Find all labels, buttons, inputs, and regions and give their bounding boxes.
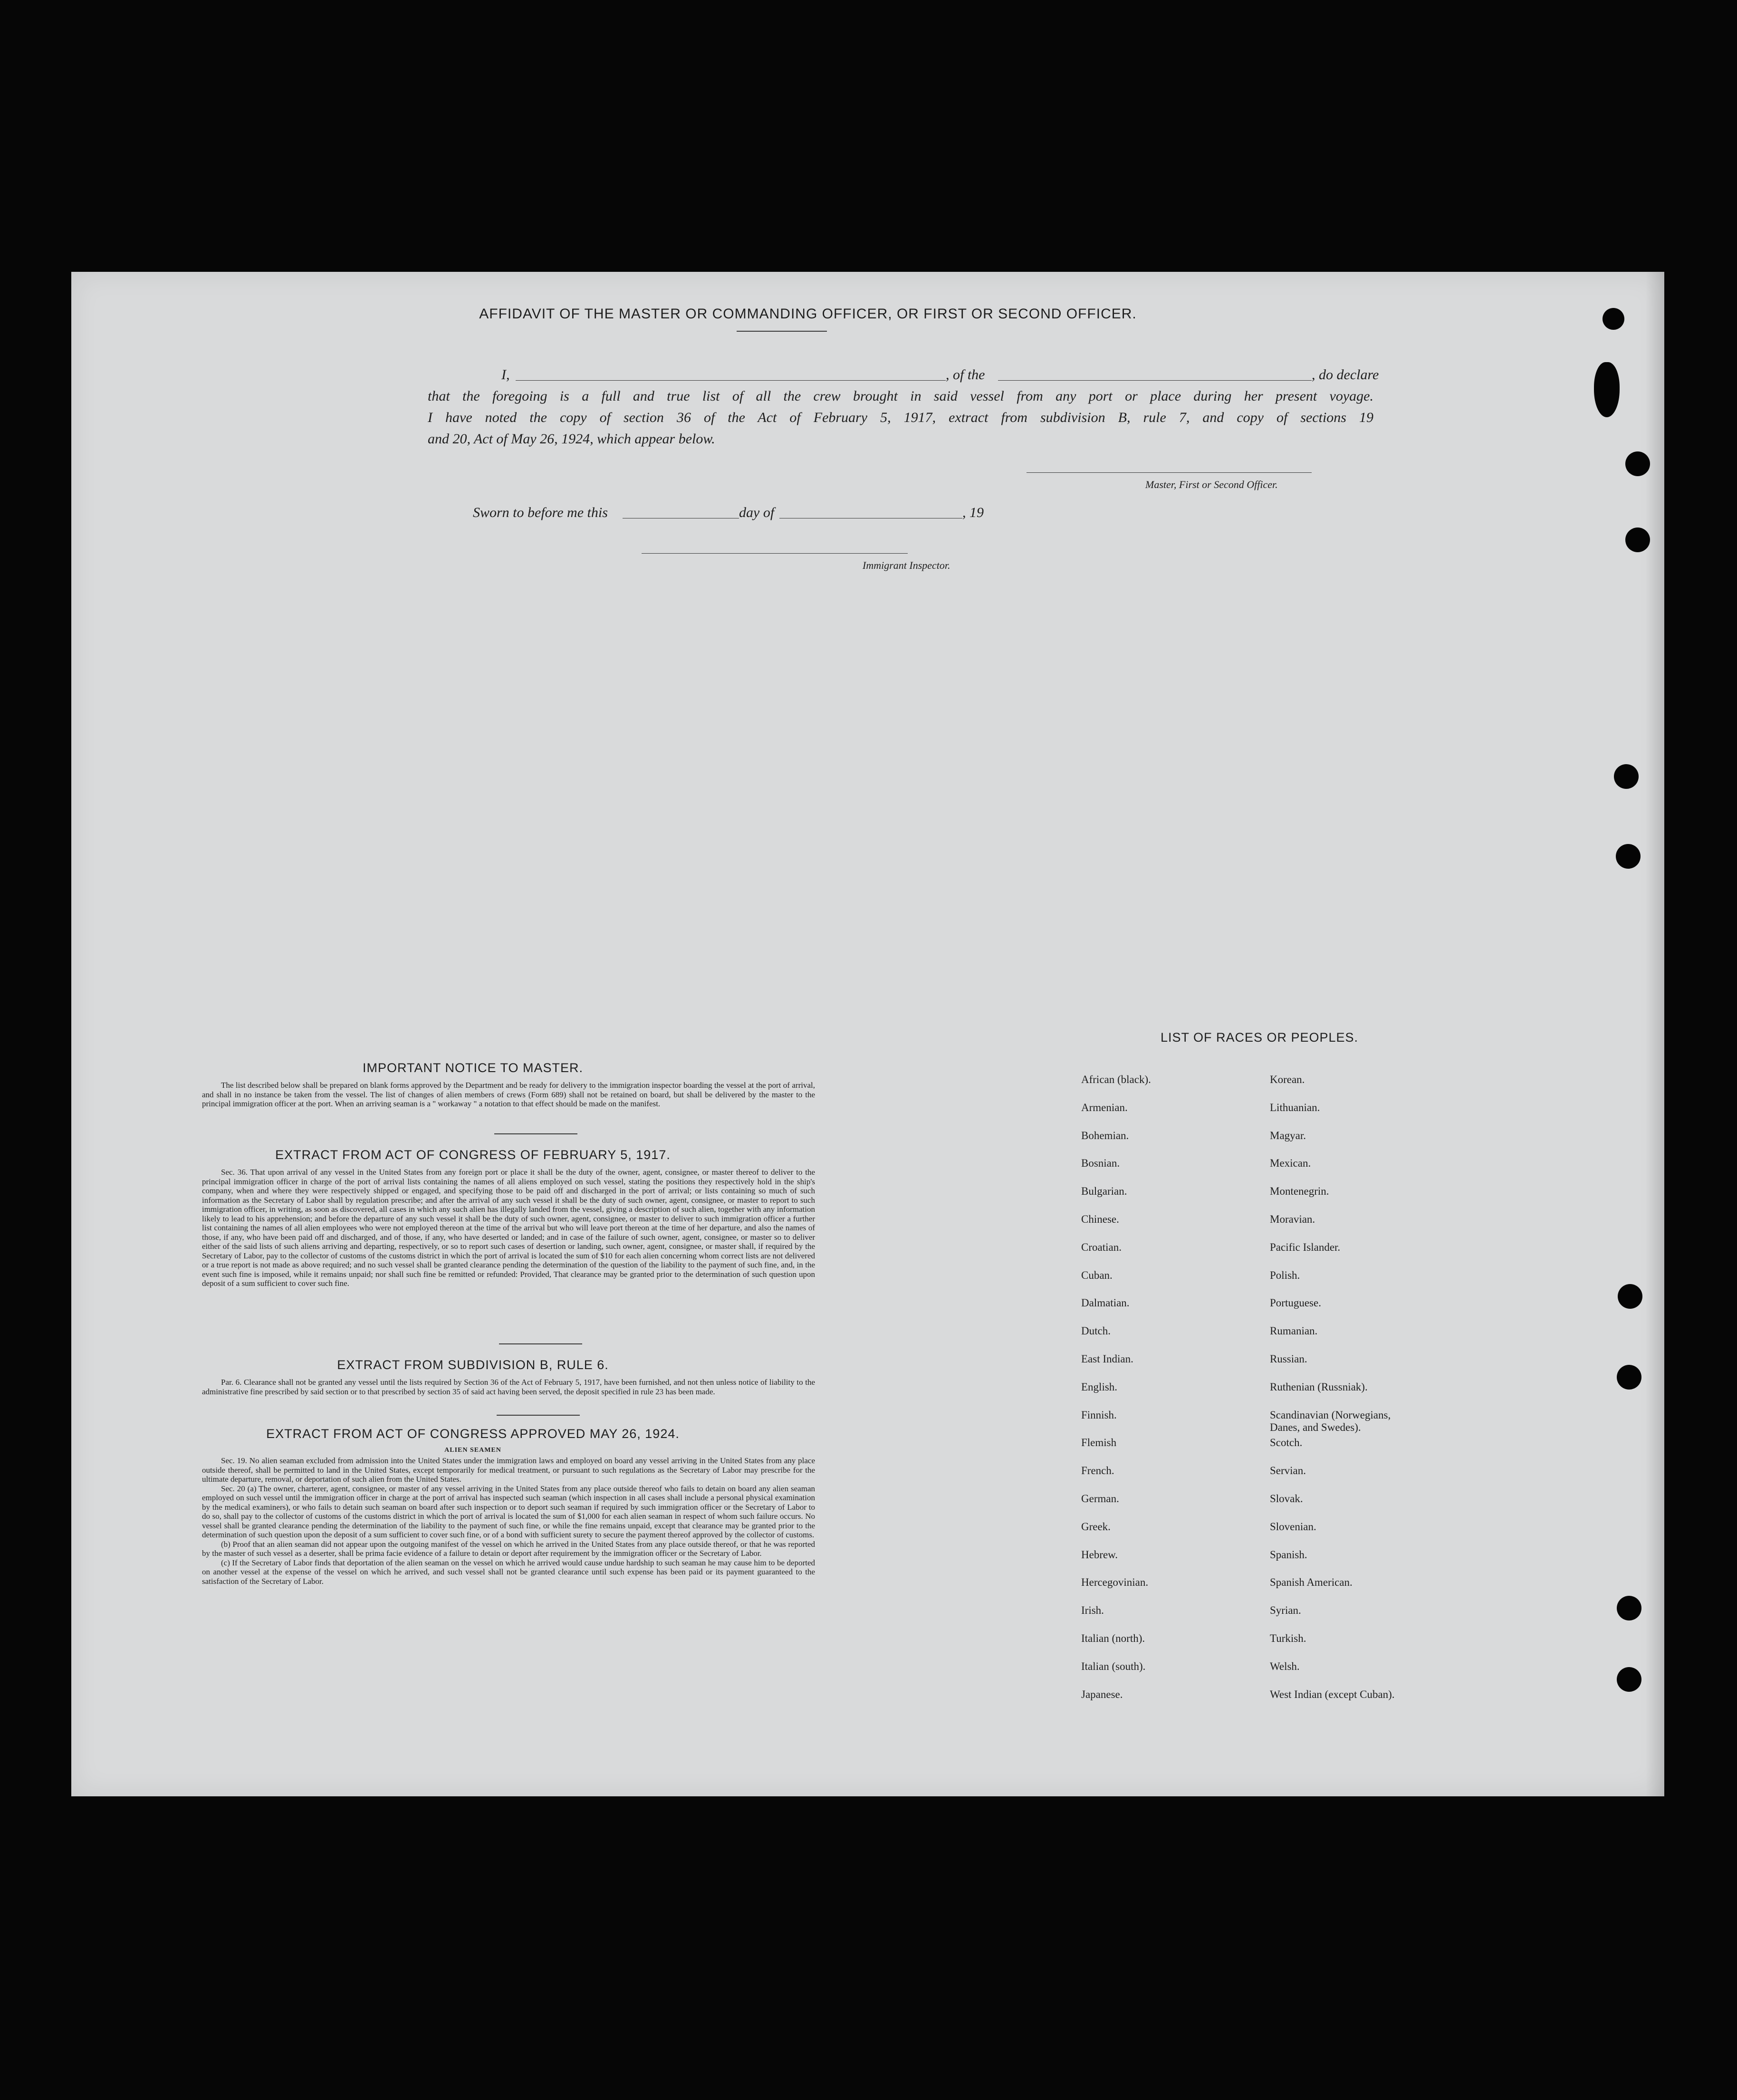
extract-1917-body (202, 1168, 815, 1288)
race-item: Irish. (1081, 1604, 1104, 1616)
race-item: Chinese. (1081, 1213, 1119, 1225)
name-blank (516, 380, 946, 381)
notice-title: IMPORTANT NOTICE TO MASTER. (362, 1061, 584, 1075)
inspector-line (642, 553, 908, 554)
race-item: Lithuanian. (1270, 1102, 1320, 1113)
affidavit-declare: , do declare (1312, 367, 1379, 383)
race-item: Turkish. (1270, 1632, 1306, 1644)
race-item: Montenegrin. (1270, 1185, 1329, 1197)
race-item: Russian. (1270, 1353, 1307, 1365)
race-item: Ruthenian (Russniak). (1270, 1381, 1368, 1393)
race-item: Korean. (1270, 1074, 1305, 1085)
race-item: German. (1081, 1493, 1119, 1505)
race-item: Pacific Islander. (1270, 1241, 1341, 1253)
binder-hole (1625, 451, 1650, 476)
race-item: Slovak. (1270, 1493, 1303, 1505)
race-item: Portuguese. (1270, 1297, 1321, 1309)
race-item: Armenian. (1081, 1102, 1128, 1113)
race-item: Magyar. (1270, 1130, 1306, 1141)
title-rule (737, 331, 827, 332)
notice-body (202, 1081, 815, 1109)
divider-3 (497, 1415, 580, 1416)
race-item: West Indian (except Cuban). (1270, 1688, 1395, 1700)
race-item: Greek. (1081, 1521, 1111, 1533)
year-label: , 19 (962, 505, 984, 520)
ink-blot (1594, 362, 1620, 417)
race-item: Bulgarian. (1081, 1185, 1127, 1197)
race-item: Bosnian. (1081, 1157, 1120, 1169)
race-item: Mexican. (1270, 1157, 1311, 1169)
race-item: East Indian. (1081, 1353, 1133, 1365)
extract-1917-title: EXTRACT FROM ACT OF CONGRESS OF FEBRUARY 5, 1917. (275, 1148, 671, 1162)
race-item: French. (1081, 1465, 1114, 1477)
races-title: LIST OF RACES OR PEOPLES. (1160, 1030, 1359, 1045)
divider-1 (494, 1133, 577, 1134)
race-item: Servian. (1270, 1465, 1306, 1477)
divider-2 (499, 1343, 582, 1344)
race-item: Japanese. (1081, 1688, 1123, 1700)
race-item: Spanish. (1270, 1549, 1307, 1561)
affidavit-title: AFFIDAVIT OF THE MASTER OR COMMANDING OFFICER, OR FIRST OR SECOND OFFICER. (479, 306, 1137, 322)
affidavit-line4: and 20, Act of May 26, 1924, which appear below. (428, 431, 715, 447)
alien-seamen-heading: ALIEN SEAMEN (444, 1447, 501, 1454)
sec20b-text: (b) Proof that an alien seaman did not appear upon the outgoing manifest of the vessel on which he arrived in the United States from any place outside thereof, or that he was reported by the master of such vessel as a deserter, shall be prima facie evidence of a failure to detain or deport after requirement by the immigration officer or the Secretary of Labor. (202, 1539, 815, 1558)
extract-1924-title: EXTRACT FROM ACT OF CONGRESS APPROVED MAY 26, 1924. (266, 1427, 680, 1441)
binder-hole (1603, 308, 1624, 330)
race-item: Spanish American. (1270, 1576, 1353, 1588)
race-item: Rumanian. (1270, 1325, 1318, 1337)
race-item: English. (1081, 1381, 1118, 1393)
race-item: Scotch. (1270, 1437, 1303, 1448)
race-item: Syrian. (1270, 1604, 1301, 1616)
subdivision-b-title: EXTRACT FROM SUBDIVISION B, RULE 6. (337, 1358, 609, 1372)
race-item: Italian (south). (1081, 1660, 1146, 1672)
sworn-label: Sworn to before me this (473, 505, 608, 520)
race-item: Welsh. (1270, 1660, 1300, 1672)
binder-hole (1616, 844, 1641, 869)
sec19-text: Sec. 19. No alien seaman excluded from admission into the United States under the immigration laws and employed on board any vessel arriving in the United States from any place outside thereof, shall be permitted to land in the United States, except temporarily for medical treatment, or pursuant to such regulations as the Secretary of Labor may prescribe for the ultimate departure, removal, or deportation of such alien from the United States. (202, 1456, 815, 1484)
binder-hole (1617, 1365, 1641, 1390)
race-item: Finnish. (1081, 1409, 1117, 1421)
sec20c-text: (c) If the Secretary of Labor finds that deportation of the alien seaman on the vessel on which he arrived would cause undue hardship to such seaman he may cause him to be deported on another vessel at the expense of the vessel on which he arrived, and such vessel shall not be granted clearance until such expense has been paid or its payment guaranteed to the satisfaction of the Secretary of Labor. (202, 1558, 815, 1586)
binder-hole (1618, 1284, 1642, 1309)
race-item: Scandinavian (Norwegians, (1270, 1409, 1391, 1421)
sec36-text: Sec. 36. That upon arrival of any vessel in the United States from any foreign port or place it shall be the duty of the owner, agent, consignee, or master thereof to deliver to the principal immigration officer in charge of the port of arrival lists containing the names of all aliens employed on such vessel, stating the positions they respectively hold in the ship's company, when and where they were respectively shipped or engaged, and specifying those to be paid off and discharged in the port of arrival; or lists containing so much of such information as the Secretary of Labor shall by regulation prescribe; and after the arrival of any such vessel it shall be the duty of such owner, agent, consignee, or master to report to such immigration officer, in writing, as soon as discovered, all cases in which any such alien has illegally landed from the vessel, giving a description of such alien, together with any information likely to lead to his apprehension; and before the departure of any such vessel it shall be the duty of such owner, agent, consignee, or master to deliver to such immigration officer a further list containing the names of all alien employees who were not employed thereon at the time of the arrival but who will leave port thereon at the time of her departure, and also the names of those, if any, who have been paid off and discharged, and of those, if any, who have deserted or landed; and in case of the failure of such owner, agent, consignee, or master so to deliver either of the said lists of such aliens arriving and departing, respectively, or so to report such cases of desertion or landing, such owner, agent, consignee, or master shall, if required by the Secretary of Labor, pay to the collector of customs of the customs district in which the port of arrival is located the sum of $10 for each alien concerning whom correct lists are not delivered or a true report is not made as above required; and no such vessel shall be granted clearance pending the determination of the question of the liability to the payment of such fine, and, in the event such fine is imposed, while it remains unpaid; nor shall such fine be remitted or refunded: Provided, That clearance may be granted prior to the determination of such question upon deposit of a sum sufficient to cover such fine. (202, 1168, 815, 1288)
race-item: Bohemian. (1081, 1130, 1129, 1141)
signature-label: Master, First or Second Officer. (1145, 479, 1278, 490)
affidavit-i: I, (501, 367, 510, 383)
manifest-sheet (71, 272, 1664, 1796)
race-item: Croatian. (1081, 1241, 1122, 1253)
race-item: Polish. (1270, 1269, 1300, 1281)
signature-line (1027, 472, 1312, 473)
vessel-blank (998, 380, 1312, 381)
race-item: Italian (north). (1081, 1632, 1145, 1644)
binder-hole (1614, 764, 1639, 789)
sec20a-text: Sec. 20 (a) The owner, charterer, agent, consignee, or master of any vessel arriving in the United States from any place outside thereof who fails to detain on board any alien seaman employed on such vessel until the immigration officer in charge at the port of arrival has inspected such seaman (which inspection in all cases shall include a personal physical examination by the medical examiners), or who fails to detain such seaman on board after such inspection or to deport such seaman if required by such immigration officer or the Secretary of Labor to do so, shall pay to the collector of customs of the customs district in which the port of arrival is located the sum of $1,000 for each alien seaman in respect of whom such failure occurs. No vessel shall be granted clearance pending the determination of the liability to the payment of such fine, or while the fine remains unpaid, except that clearance may be granted prior to the determination of such question upon the deposit of a sum sufficient to cover such fine, or of a bond with sufficient surety to secure the payment thereof approved by the collector of customs. (202, 1484, 815, 1539)
race-item: African (black). (1081, 1074, 1151, 1085)
race-item: Moravian. (1270, 1213, 1315, 1225)
binder-hole (1617, 1596, 1641, 1621)
race-item: Hercegovinian. (1081, 1576, 1149, 1588)
race-item: Dutch. (1081, 1325, 1111, 1337)
binder-hole (1625, 527, 1650, 552)
par6-text: Par. 6. Clearance shall not be granted any vessel until the lists required by Section 36 of the Act of February 5, 1917, have been furnished, and not then unless notice of liability to the administrative fine prescribed by said section or to that prescribed by section 35 of said act having been served, the deposit specified in rule 23 has been made. (202, 1378, 815, 1396)
affidavit-line2: that the foregoing is a full and true list of all the crew brought in said vessel from any port or place during her present voyage. (428, 388, 1373, 404)
inspector-label: Immigrant Inspector. (863, 559, 950, 571)
affidavit-of-the: , of the (946, 367, 985, 383)
race-item: Dalmatian. (1081, 1297, 1130, 1309)
race-item: Flemish (1081, 1437, 1117, 1448)
race-item: Hebrew. (1081, 1549, 1118, 1561)
extract-1924-body (202, 1456, 815, 1586)
race-item: Cuban. (1081, 1269, 1113, 1281)
notice-text: The list described below shall be prepared on blank forms approved by the Department and be ready for delivery to the immigration inspector boarding the vessel at the port of arrival, and shall in no instance be taken from the vessel. The list of changes of alien members of crews (Form 689) shall not be retained on board, but shall be delivered by the master to the principal immigration officer at the port. When an arriving seaman is a " workaway " a notation to that effect should be made on the manifest. (202, 1081, 815, 1108)
race-item: Slovenian. (1270, 1521, 1316, 1533)
race-item: Danes, and Swedes). (1270, 1421, 1361, 1433)
subdivision-b-body (202, 1378, 815, 1396)
binder-hole (1617, 1667, 1641, 1692)
affidavit-line3: I have noted the copy of section 36 of the Act of February 5, 1917, extract from subdivision B, rule 7, and copy of sections 19 (428, 410, 1373, 425)
day-of-label: day of (739, 505, 775, 520)
